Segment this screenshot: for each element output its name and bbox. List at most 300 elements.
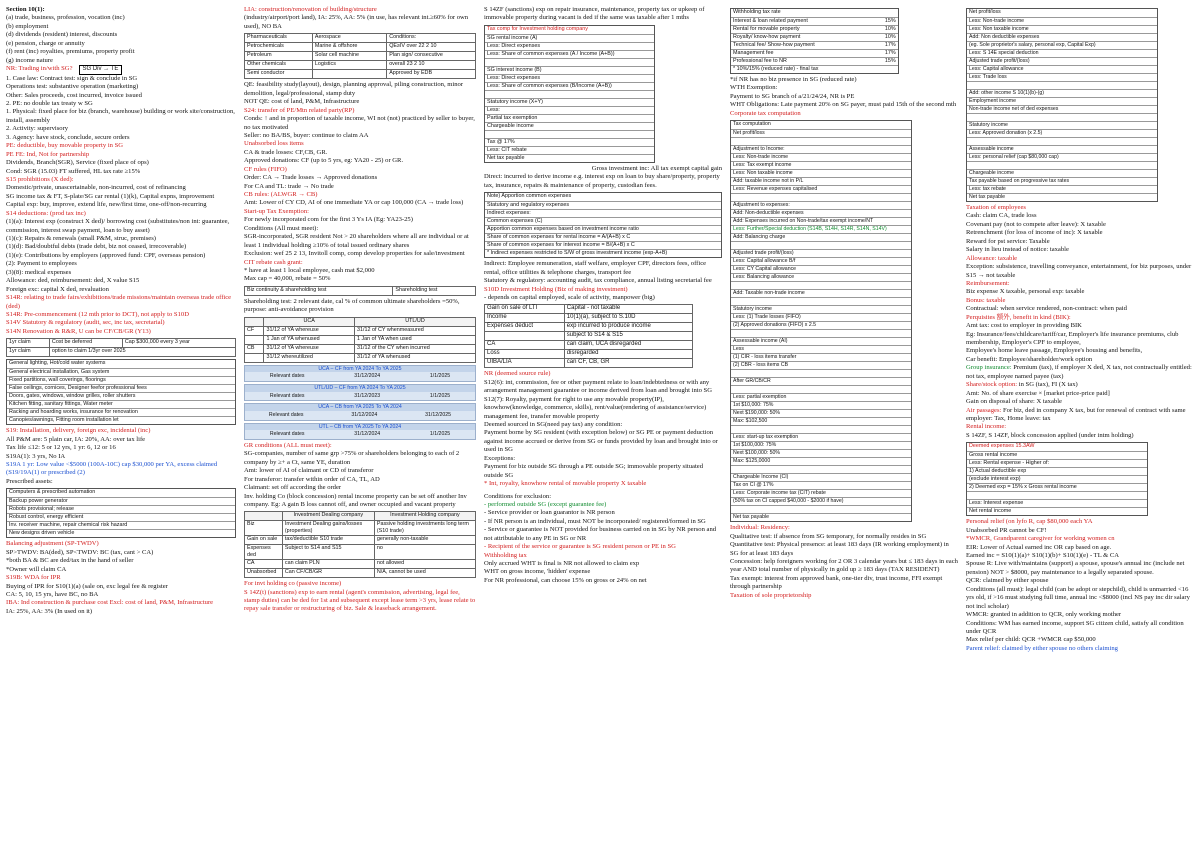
table-cell: 10(1)(a), subject to S.10D (564, 314, 693, 323)
table-cell: Approved by EDB (387, 70, 476, 79)
box-line: Less: Corporate income tax (CIT) rebate (731, 489, 911, 497)
box-line: Less: Share of common expenses (B/Income (A+B)) (485, 82, 654, 90)
table-row (245, 286, 476, 295)
air-text: For biz, ded in company X tax, but for renewal of contract with same employer: Tax, Home leave: tax (966, 406, 1186, 422)
box-line: Adjustment to Income: (731, 145, 911, 153)
residency-line: Quantitative test: Physical presence: at least 183 days (IR working employment) in SG for at least 183 days (730, 541, 949, 557)
list-item: General electrical installation, Gas system (7, 368, 235, 376)
box-line: Less: Revenue expenses capitalised (731, 185, 911, 193)
box-line: 2) Deemed exp = 15% x Gross rental income (967, 483, 1147, 491)
table-cell: Gain on sale of LTI (485, 305, 565, 314)
box-line (967, 161, 1157, 169)
table-cell: 31/12 of CY whenmeasured (354, 326, 475, 335)
timeline-title: UCA – CB from YA 2025 To YA 2024 (245, 404, 475, 411)
wht-note: WTH Exemption: (730, 84, 778, 92)
timeline-date: 1/1/2025 (429, 431, 451, 438)
trading-line: Operations test: substantive operation (marketing) (6, 83, 139, 91)
table-row (245, 344, 476, 353)
s15-heading: S15 prohibitions (X ded): (6, 175, 74, 183)
gr-line: Amt: lower of AI of claimant or CD of transferor (244, 467, 374, 475)
emp-line: Covenant pay (not to compete after leave): X taxable (966, 220, 1106, 228)
dividends-line: Dividends, Branch(SGR), Service (fixed place of ops) (6, 159, 149, 167)
table-cell: 31/12 of the CY when incurred (354, 344, 475, 353)
s14-line: (2): Payment to employees (6, 260, 77, 268)
cit-line: Max cap = 40,000, rebate = 50% (244, 275, 331, 283)
s14zf-text: S 14ZF (sanctions) exp on repair insurance, maintenance, property tax or upkeep of immovable property during vacant is ded if the same was taxable after 1 mths (484, 6, 705, 22)
box-title: Tax comp for Investment holding company (487, 25, 588, 32)
s19b-heading: S19B: WDA for IPR (6, 574, 61, 582)
trading-line: 1. Physical: fixed place for biz (branch, warehouse) building or work site/construction, install, assembly (6, 108, 235, 124)
s14-line: (1)(d): Bad/doubtful debts (trade debt, biz not ceased, irrecoverable) (6, 243, 187, 251)
emp-line: Salary in lieu instead of notice: taxable (966, 246, 1069, 254)
box-line: Less: partial exemption (731, 393, 911, 401)
s24-line: Conds: ↑ and in proportion of taxable income, WI not (not) practiced by seller to buyer, no tax motivated (244, 115, 475, 131)
timeline-box (244, 384, 476, 401)
box-line: Chargeable income (967, 169, 1157, 177)
list-item: Canopies/awnings, Fitting room installation let (7, 416, 235, 424)
box-line: After GR/CB/CR (731, 377, 911, 385)
table-row (731, 65, 898, 73)
emp-line: Reward for pst service: Taxable (966, 237, 1050, 245)
table-cell: CA (245, 560, 283, 569)
box-line (731, 137, 911, 145)
wht-rate-box (730, 8, 899, 74)
table-row (245, 560, 476, 569)
box-line: Less: start-up tax exemption (731, 433, 911, 441)
table-row (245, 569, 476, 578)
table-cell: Plan sign/ consecutive (387, 52, 476, 61)
box-line: Chargeable Income (CI) (731, 473, 911, 481)
box-line: Adjusted trade profit/(loss) (967, 57, 1157, 65)
relief-heading: Personal relief (on lyfo R, cap $80,000 each YA (966, 518, 1093, 526)
table-cell: Gain on sale (245, 536, 283, 545)
box-line: Statutory income (X+Y) (485, 98, 654, 106)
apportion-box (484, 192, 722, 258)
rate-value: 15% (884, 58, 896, 64)
table-row (245, 317, 476, 326)
table-cell: Petrochemicals (245, 43, 313, 52)
rental-text: S 14ZF, S 14ZF, block concession applied (under intm holding) (966, 431, 1134, 439)
table-row (485, 332, 693, 341)
box-line: Less: Tax exempt income (731, 161, 911, 169)
s14-line: (1)(c): Repairs & renewals (small P&M, struc, premises) (6, 235, 156, 243)
relief-line: Conditions (all must): legal child (can be adopt or stepchild), child is unmarried <16 yrs old, if >16 must studying full time, annual inc <$8000 (incl NS pay inc dir salary not incl scholar) (966, 585, 1190, 610)
s15-line: Capital exp: buy, improve, extend life, new/first time, one-off/non-recurring (6, 201, 207, 209)
table-row (245, 353, 476, 362)
box-line: 1st $10,000: 75% (731, 401, 911, 409)
table-cell: Other chemicals (245, 61, 313, 70)
rate-label: Technical fee/ Show-how payment (733, 42, 815, 48)
table-cell: 1yr claim (7, 348, 50, 357)
statutory-text: Statutory & regulatory: accounting audit, tax compliance, annual listing secretarial fee (484, 277, 712, 285)
table-cell: QE≥IV over 22 2 10 (387, 43, 476, 52)
renovation-table (6, 338, 236, 357)
table-row (731, 33, 898, 41)
investment-table (244, 511, 476, 578)
box-line: Net tax payable (485, 154, 654, 162)
s19b-line: CA: 5, 10, 15 yrs, have BC, no BA (6, 590, 99, 598)
timeline-label: Relevant dates (269, 373, 305, 380)
s19-line: S19A(1): 3 yrs, No IA (6, 452, 66, 460)
list-item: Computers & prescribed automation (9, 489, 96, 496)
box-line: Less: Trade loss (967, 73, 1157, 81)
box-line (731, 505, 911, 513)
box-line: (eg. Sole proprietor's salary, personal exp, Capital Exp) (967, 41, 1157, 49)
box-line: Less: (485, 106, 654, 114)
cf-line: For CA and TL: trade → No trade (244, 182, 334, 190)
gross-note: Gross investment inc: All tax exempt capital gain (591, 164, 722, 172)
intro-line: (b) employment (6, 22, 49, 30)
nr-line: Deemed sourced in SG(need pay tax) any condition: (484, 421, 623, 428)
reimb-text: Biz expense X taxable, personal exp: taxable (966, 288, 1085, 296)
table-cell: 1yr claim (7, 339, 50, 348)
table-cell: Marine & offshore (312, 43, 386, 52)
startup-heading: Start-up Tax Exemption: (244, 207, 309, 215)
timeline-date: 31/12/2024 (354, 373, 381, 380)
box-title: Withholding tax rate (733, 9, 781, 15)
box-line: (1) CIR - loss items transfer (731, 353, 911, 361)
timeline-title: UTL – CB from YA 2025 To YA 2024 (245, 424, 475, 431)
cb-heading: CB rules: (ALWGR → CB) (244, 191, 318, 198)
box-line (967, 491, 1147, 499)
perq-line: Eg: Insurance/fees/childcare/tariff/car, Employer's life insurance premiums, club membership, Employer's CPF to employee, (966, 330, 1179, 346)
box-line: Less: Rental expense - Higher of: (967, 459, 1147, 467)
startup-line: SGR-incorporated, SGR resident Not > 20 shareholders where all are individual or at least 1 individual holding ≥10% of total issued ordinary shares (244, 233, 469, 249)
box-line: Add: other income S 10(1)(b)-(g) (967, 89, 1157, 97)
timeline-title: UTL/UD – CF from YA 2024 To YA 2025 (245, 385, 475, 392)
relief-line: QCR: claimed by either spouse (966, 577, 1049, 585)
relief-line: *WMCR, Grandparent caregiver for working women cn (966, 535, 1115, 543)
startup-line: For newly incorporated com for the first 3 Ys IA (Eg: YA23-25) (244, 216, 413, 224)
box-line: Gross rental income (967, 451, 1147, 459)
gr-line: For transferor: transfer within order of CA, TL, AD (244, 475, 380, 483)
box-line: Statutory income (731, 305, 911, 313)
residency-heading: Individual: Residency: (730, 524, 790, 532)
table-cell: Logistics (312, 61, 386, 70)
timeline-label: Relevant dates (268, 411, 304, 418)
corp-heading: Corporate tax computation (730, 109, 801, 117)
nr-line: S12(7): Royalty, payment for right to use any movable property(IP), knowhow(knowledge, commerce, skills), rent/value(rendering of assistance/service) management fee, transfer movable property (484, 395, 707, 420)
uca-table (244, 317, 476, 363)
share-line: Gain on disposal of share: X taxable (966, 398, 1062, 406)
s14-line: Foreign exc: capital X ded, revaluation (6, 285, 109, 293)
continuity-table (244, 286, 476, 296)
table-cell: Unabsorbed (245, 569, 283, 578)
table-row (485, 341, 693, 350)
table-cell: Investment Dealing gains/losses (properties) (282, 521, 374, 536)
table-cell: 1 Jan of YA when used (354, 335, 475, 344)
intro-line: (g) income nature (6, 56, 53, 64)
box-line: Less: personal relief (cap $80,000 cap) (967, 153, 1157, 161)
box-line (967, 137, 1157, 145)
box-line (731, 281, 911, 289)
box-line: (2) Approved donations (FIFO) x 2.5 (731, 321, 911, 329)
table-cell (245, 353, 264, 362)
column-2 (244, 6, 476, 847)
box-line: Note) Apportion common expenses (487, 193, 572, 200)
box-line: Less: Capital allowance (967, 65, 1157, 73)
list-item: Robust control, energy efficient (7, 513, 235, 521)
table-row (731, 41, 898, 49)
perq-line: Amt tax: cost to employer in providing BIK (966, 322, 1082, 330)
table-row (485, 314, 693, 323)
nr-line: Exceptions: (484, 454, 516, 462)
s14r-line: S14R: relating to trade fairs/exhibitions/trade missions/maintain overseas trade office (ded) (6, 294, 232, 310)
table-cell: Biz (245, 521, 283, 536)
table-cell: CF (245, 326, 264, 335)
table-cell: can claim PLN (282, 560, 374, 569)
residency-line: Concession: help foreigners working for 2 OR 3 calendar years but ≤ 183 days in each year AND total number of physically in gold up ≥ 183 days (TAX RESIDENT) (730, 557, 958, 574)
table-cell: can claim, UCA disregarded (564, 341, 693, 350)
s19b-line: IA: 25%, AA: 3% (In used on it) (6, 607, 93, 615)
wht-note: WHT Obligations: Late payment 20% on SG payer, must paid 15th of the second mth (730, 101, 957, 109)
s15-line: SG income tax & FT, S-plate/SG car rental (1)(k), Capital expns, improvement (6, 192, 215, 200)
box-line: Less: S 14E special deduction (967, 49, 1157, 57)
table-cell: subject to S14 & S15 (564, 332, 693, 341)
exclusion-line: - Service provider or loan guarantor is NR person (484, 509, 615, 517)
table-row (245, 70, 476, 79)
s19-line: Tax life ≤12: 5 or 12 yrs, 1 yr: 6, 12 or 16 (6, 444, 116, 452)
rate-label: Management fee (733, 50, 774, 56)
box-line: Non-trade income net of ded expenses (967, 105, 1157, 113)
box-line: Assessable income (967, 145, 1157, 153)
table-row (245, 521, 476, 536)
s14-line: (3)(8): medical expenses (6, 268, 72, 276)
list-item: Fixed partitions, wall coverings, floorings (7, 376, 235, 384)
box-line: Less: Interest expense (967, 499, 1147, 507)
box-line: Less: Capital allowance B/f (731, 257, 911, 265)
timeline-box (244, 403, 476, 420)
s14-heading: S14 deductions: (prod tax inc) (6, 209, 86, 217)
exclusion-heading: Conditions for exclusion: (484, 492, 552, 500)
box-line: (exclude interest exp) (967, 475, 1147, 483)
s19b-line: IBA: Ind construction & purchase cost Excl: cost of land, P&M, Infrastructure (6, 599, 214, 607)
bonus-text: Contractual: when service rendered, non-contract: when paid (966, 305, 1127, 313)
rate-value: 17% (884, 50, 896, 56)
list-item: Kitchen fitting, sanitary fittings, Water meter (7, 400, 235, 408)
rate-label: Royalty/ know-how payment (733, 34, 801, 40)
gr-line: SG-companies, number of same grp >75% or shareholders belonging to each of 2 company by ≥+ a Ct, same YE, duration (244, 450, 460, 466)
table-cell: Petroleum (245, 52, 313, 61)
box-line: Less: CY Capital allowance (731, 265, 911, 273)
nr-heading: NR (deemed source rule) (484, 370, 551, 378)
table-cell: Loss (485, 350, 565, 359)
residency-line: Qualitative test: if absence from SG temporary, for normally resides in SG (730, 532, 927, 540)
timeline-date: 31/12/2023 (354, 392, 381, 399)
share-line: Amt: No. of share exercise × [market price-price paid] (966, 389, 1110, 397)
box-line (731, 369, 911, 377)
wht-line: Only accrued WHT is final is NR not allowed to claim exp (484, 560, 640, 567)
table-cell: Conditions: (387, 34, 476, 43)
box-line (731, 241, 911, 249)
intro-line: (d) dividends (resident) interest, discounts (6, 31, 118, 39)
box-line: Share of common expenses for rental income = A/(A+B) x C (485, 233, 721, 241)
table-cell: Cost be deferred (49, 339, 122, 348)
table-row (485, 350, 693, 359)
table-cell: disregarded (564, 350, 693, 359)
gr-line: Claimant: set off according the order (244, 484, 342, 492)
table-cell: tax/deductible S10 trade (282, 536, 374, 545)
table-header: UTL/UD (354, 317, 475, 326)
box-line: Statutory and regulatory expenses (485, 201, 721, 209)
table-cell: Subject to S14 and S15 (282, 545, 374, 560)
table-cell: Aerospace (312, 34, 386, 43)
pe-fe: PE FE: Ind, Not for partnership (6, 150, 90, 158)
gr-line: Inv. holding Co (block concession) rental income property can be set off another Inv company. Eg: A gain B loss cannot off, and owner occupied and vacant property (244, 492, 467, 508)
nr-trading-heading: NR: Trading in/with SG? (6, 65, 73, 73)
list-item: New designs driven vehicle (7, 529, 235, 537)
relief-line: Unabsorbed PR cannot be CF! (966, 526, 1047, 534)
rate-value: 10% (884, 26, 896, 32)
table-cell: Pharmaceuticals (245, 34, 313, 43)
s14-line: (1)(a): Interest exp (construct X ded)/ borrowing cost (substitutes/non int: guarantee, commission, interest swap payment, loan to buy asset) (6, 218, 230, 234)
shareholding-text: Shareholding test: 2 relevant date, cal % of common ultimate shareholders =50%, purpose: anti-avoidance provision (244, 297, 460, 314)
prescribed-assets-list (6, 488, 236, 538)
table-row (731, 17, 898, 25)
balancing-line: SP>TWDV: BA(ded), SP<TWDV: BC (tax, cant > CA) (6, 548, 154, 556)
startup-line: Exclusion: wef 25 2 13, Invitoll comp, comp develop properties for sale/investment (244, 250, 465, 258)
box-line: Less: Non-trade income (731, 153, 911, 161)
box-line: Less: CIT rebate (485, 146, 654, 154)
box-line (967, 81, 1157, 89)
table-row (7, 348, 236, 357)
sole-prop-computation (966, 8, 1158, 202)
table-cell (245, 335, 264, 344)
table-cell: Solar cell machine (312, 52, 386, 61)
table-cell: Passive holding investments long term (S10 trade) (374, 521, 475, 536)
group-heading: Group insurance: (966, 364, 1012, 372)
s15-line: Domestic/private, unascertainable, non-incurred, cost of refinancing (6, 184, 186, 192)
lia-heading: LIA: construction/renovation of building/structure (244, 6, 377, 13)
intro-line: (a) trade, business, profession, vocation (inc) (6, 14, 125, 22)
box-line: Less: Balancing allowance (731, 273, 911, 281)
box-line: Net profit/loss (731, 129, 911, 137)
table-cell: not allowed (374, 560, 475, 569)
table-header: UCA (264, 317, 355, 326)
box-line: Less: tax rebate (967, 185, 1157, 193)
timeline-label: Relevant dates (269, 392, 305, 399)
table-cell: Semi conductor (245, 70, 313, 79)
conditions-line: Cond: SGR (15.03) FT suffered, HL tax rate ≥15% (6, 167, 141, 175)
table-cell: Capital - not taxable (564, 305, 693, 314)
table-cell: Expenses ded (245, 545, 283, 560)
box-line: 1st $100,000: 75% (731, 441, 911, 449)
box-line: Adjusted trade profit/(loss) (731, 249, 911, 257)
sg-div-badge: SG Div → TE (79, 65, 123, 75)
relief-line: Max relief per child: QCR +WMCR cap $50,000 (966, 636, 1096, 644)
startup-line: Conditions (All must meet): (244, 224, 319, 232)
nr-line: Payment for biz outside SG through a PE outside SG; immovable property situated outside SG (484, 463, 704, 479)
allowance-heading: Allowance: taxable (966, 254, 1018, 262)
box-line: Add: Non-deductible expenses (731, 209, 911, 217)
box-line (485, 130, 654, 138)
box-line: Max: $125,0000 (731, 457, 911, 465)
cit-heading: CIT rebate cash grant: (244, 258, 303, 266)
indirect-text: Indirect: Employee remuneration, staff welfare, employer CPF, directors fees, office rental, office utilities & telephone charges, transport fee (484, 260, 707, 276)
relief-line: Parent relief: claimed by either spouse no others claiming (966, 644, 1118, 652)
box-line: Less: Non taxable income (967, 25, 1157, 33)
box-line: Less: Approved donation (x 2.5) (967, 129, 1157, 137)
timeline-box (244, 365, 476, 382)
trading-line: 1. Case law: Contract test: sign & conclude in SG (6, 74, 138, 82)
cf-heading: CF rules (FIFO) (244, 165, 287, 173)
box-line: (50% tax on CI capped $40,000 - $2000 if have) (731, 497, 911, 505)
emp-line: Retrenchment (for loss of income of inc): X taxable (966, 229, 1103, 237)
table-cell: N/A, cannot be used (374, 569, 475, 578)
box-line: Add: Balancing charge (731, 233, 911, 241)
residency-line: Taxation of sole proprietorship (730, 591, 812, 599)
share-heading: Share/stock option: (966, 381, 1018, 389)
table-cell: CB (245, 344, 264, 353)
table-row (485, 323, 693, 332)
section-heading: Section 10(1): (6, 6, 45, 13)
rate-label: Rental for movable property (733, 26, 800, 32)
box-line: Add: taxable income not in P/L (731, 177, 911, 185)
table-row (731, 25, 898, 33)
table-cell: Biz continuity & shareholding test (245, 286, 393, 295)
table-header (245, 317, 264, 326)
s19-line: All P&M are: 5 plain car, IA: 20%, AA: over tax life (6, 435, 146, 443)
table-cell: CA (485, 341, 565, 350)
s24-heading: S24: transfer of PE/Mtn related party(RP) (244, 106, 355, 114)
wht-note: *if NR has no biz presence in SG (reduced rate) (730, 76, 857, 83)
box-line: Tax payable based on progressive tax rates (967, 177, 1157, 185)
column-5 (966, 6, 1194, 847)
exclusion-line: - Recipient of the service or guarantee is SG resident person or PE in SG (484, 543, 676, 551)
list-item: Inv. receiver machine, repair chemical risk hazard (7, 521, 235, 529)
box-line: Apportion common expenses based on investment income ratio (485, 225, 721, 233)
balancing-line: *Owner will claim CA (6, 565, 67, 573)
table-row (7, 339, 236, 348)
table-cell: 1 Jan of YA whenused (264, 335, 355, 344)
lti-table (484, 304, 693, 368)
box-line: Adjustment to expenses: (731, 201, 911, 209)
box-line: Tax computation (733, 121, 771, 128)
table-row (245, 536, 476, 545)
timeline-title: UCA – CF from YA 2024 To YA 2025 (245, 366, 475, 373)
s10d-sub: - depends on capital employed, scale of activity, manpower (big) (484, 293, 655, 301)
list-item: Racking and hoarding works, insurance for renovation (7, 408, 235, 416)
perq-line: Car benefit: Employee/shareholder/work option (966, 355, 1093, 363)
box-line: Share of common expenses for interest income = B/(A+B) x C (485, 241, 721, 249)
table-row (731, 49, 898, 57)
table-cell: Expenses deduct (485, 323, 565, 332)
box-line: Indirect expenses: (485, 209, 721, 217)
cf-line: Order: CA → Trade losses → Approved donations (244, 174, 378, 182)
trading-line: 3. Agency: have stock, conclude, secure orders (6, 133, 130, 141)
exclusion-line: - If NR person is an individual, must NOT be incorporated/ registered/formed in SG (484, 517, 706, 525)
box-line: Less: (1) Trade losses (FIFO) (731, 313, 911, 321)
inv-rule-heading: For invt holding co (passive income) (244, 580, 342, 588)
inv-rule-text: S 14Z(t) (sanctions) exp to earn rental (agent's commission, advertising, legal fee, stamp duties) can be ded for 1st and subsequent except lease term >3 yrs, lease relate to repay sale transfer or restructuring of biz. Sale & leaseback arrangement. (244, 588, 476, 613)
renovation-list (6, 359, 236, 425)
list-item: General lighting, Hot/cold water systems (9, 360, 106, 367)
s19-heading: S19: Installation, delivery, foreign exc, incidental (inc) (6, 427, 151, 435)
box-line: SG interest income (B) (485, 66, 654, 74)
table-row (245, 335, 476, 344)
box-line: Common expenses (C) (485, 217, 721, 225)
box-line: Net tax payable (967, 193, 1157, 201)
trading-line: Other: Sales proceeds, cost incurred, invoice issued (6, 91, 142, 99)
table-cell: 31/12 of YA whenused (354, 353, 475, 362)
table-cell: Income (485, 314, 565, 323)
table-cell (312, 70, 386, 79)
emp-heading: Taxation of employees (966, 204, 1026, 211)
box-line: Max: $102,500 (731, 417, 911, 425)
share-line: in SG (tax), FI (X tax) (1018, 381, 1078, 389)
trading-line: 2. PE: no double tax treaty w SG (6, 100, 93, 108)
box-line: Next $190,000: 50% (731, 409, 911, 417)
